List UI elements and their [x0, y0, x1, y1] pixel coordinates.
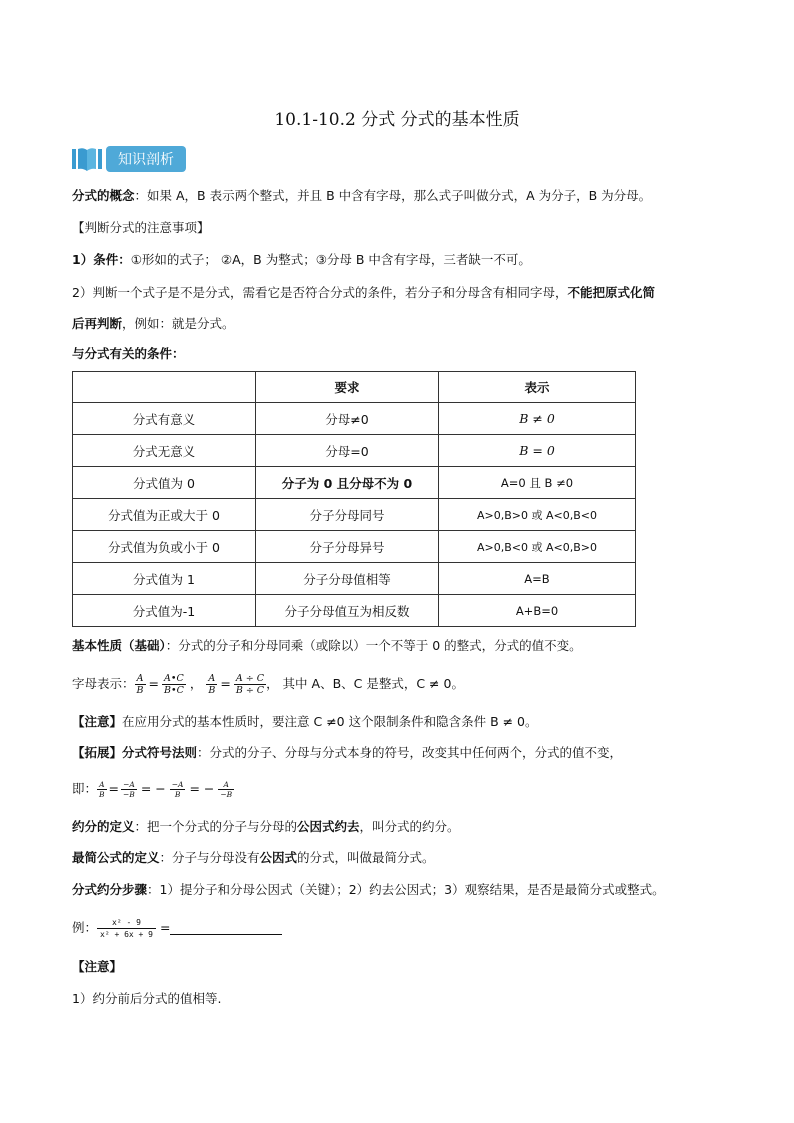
reduce-tail: ，叫分式的约分。 — [359, 819, 460, 834]
table-cell: A>0,B<0 或 A<0,B>0 — [439, 531, 636, 563]
table-cell: 分式无意义 — [73, 435, 256, 467]
table-cell: 分式值为负或小于 0 — [73, 531, 256, 563]
table-cell: 分子为 0 且分母不为 0 — [256, 467, 439, 499]
table-cell: 分子分母同号 — [256, 499, 439, 531]
item-1-text: ①形如的式子； ②A，B 为整式；③分母 B 中含有字母，三者缺一不可。 — [130, 252, 531, 267]
fraction: $\frac{-A}{-B}$ — [123, 779, 135, 799]
table-cell: 分母=0 — [256, 435, 439, 467]
table-header-cell: 表示 — [439, 372, 636, 403]
fraction: $\frac{A \div C}{B \div C}$ — [235, 672, 265, 696]
simplest-label: 最简公式的定义 — [72, 850, 160, 865]
book-icon — [72, 145, 102, 173]
judge-heading: 【判断分式的注意事项】 — [72, 220, 210, 235]
page-title: 10.1-10.2 分式 分式的基本性质 — [274, 110, 520, 130]
item-2-line2 — [72, 314, 732, 334]
note2-item: 1）约分前后分式的值相等. — [72, 991, 222, 1006]
sign-prefix: 即： — [72, 781, 98, 796]
simplest-bold: 公因式 — [259, 850, 298, 865]
extend-bold: 分式符号法则 — [122, 745, 198, 760]
item-2-bold: 不能把原式化简 — [567, 285, 655, 300]
table-row — [73, 531, 636, 563]
table-cell: B = 0 — [439, 435, 636, 467]
steps-label: 分式约分步骤 — [72, 882, 148, 897]
table-cell: A+B=0 — [439, 595, 636, 627]
table-cell: 分母≠0 — [256, 403, 439, 435]
reduce-bold: 公因式约去 — [297, 819, 360, 834]
fraction: $\frac{A}{B}$ — [208, 672, 216, 696]
table-row — [73, 435, 636, 467]
fraction: $\frac{A}{-B}$ — [220, 779, 233, 799]
conditions-table — [72, 371, 636, 627]
reduce-steps — [72, 880, 732, 900]
table-cell: 分式值为 1 — [73, 563, 256, 595]
sign-rule: 即： $\frac{A}{B}$ = $\frac{-A}{-B}$ = − $\frac{-A}{B}$ = − $\frac{A}{-B}$ — [72, 779, 233, 799]
reduce-label: 约分的定义 — [72, 819, 135, 834]
fraction: $\frac{A}{B}$ — [136, 672, 144, 696]
table-header-cell — [73, 372, 256, 403]
table-cell: 分式值为正或大于 0 — [73, 499, 256, 531]
table-cell: A=B — [439, 563, 636, 595]
fraction: $\frac{A}{B}$ — [99, 779, 105, 799]
table-header-row — [73, 372, 636, 403]
simplest-definition — [72, 848, 732, 868]
letter-representation: 字母表示： $\frac{A}{B}$ = $\frac{A•C}{B•C}$ ， $\frac{A}{B}$ = $\frac{A \div C}{B \div C}$ ， 其中 A、B、C 是整式，C ≠ 0。 — [72, 672, 464, 696]
example-prefix: 例： — [72, 920, 98, 935]
table-cell: 分子分母值相等 — [256, 563, 439, 595]
table-row — [73, 595, 636, 627]
table-cell: A>0,B>0 或 A<0,B<0 — [439, 499, 636, 531]
table-row — [73, 467, 636, 499]
item-2-line1 — [72, 283, 732, 303]
table-row — [73, 403, 636, 435]
concept-paragraph — [72, 186, 732, 206]
table-cell: 分子分母异号 — [256, 531, 439, 563]
item-2-line2-text: ，例如：就是分式。 — [122, 316, 235, 331]
fraction: $\frac{-A}{B}$ — [171, 779, 184, 799]
table-cell: B ≠ 0 — [439, 403, 636, 435]
reduce-text: ：把一个分式的分子与分母的 — [134, 819, 298, 834]
basic-property — [72, 636, 732, 656]
table-cell: 分子分母值互为相反数 — [256, 595, 439, 627]
table-row — [73, 499, 636, 531]
extend-paragraph — [72, 743, 732, 763]
answer-blank[interactable] — [170, 922, 282, 935]
section-badge-label: 知识剖析 — [106, 146, 186, 172]
table-row — [73, 563, 636, 595]
reduce-definition — [72, 817, 732, 837]
steps-text: ：1）提分子和分母公因式（关键）；2）约去公因式；3）观察结果，是否是最简分式或整式。 — [147, 882, 665, 897]
concept-text: ：如果 A，B 表示两个整式，并且 B 中含有字母，那么式子叫做分式，A 为分子，B 为分母。 — [134, 188, 652, 203]
item-2-text: 2）判断一个式子是不是分式，需看它是否符合分式的条件，若分子和分母含有相同字母， — [72, 285, 568, 300]
example-equals: = — [160, 920, 171, 935]
note-paragraph — [72, 712, 732, 732]
note-text: 在应用分式的基本性质时，要注意 C ≠0 这个限制条件和隐含条件 B ≠ 0。 — [122, 714, 538, 729]
simplest-tail: 的分式，叫做最简分式。 — [297, 850, 435, 865]
fraction: $\frac{A•C}{B•C}$ — [163, 672, 184, 696]
table-header-cell: 要求 — [256, 372, 439, 403]
table-cell: 分式值为-1 — [73, 595, 256, 627]
table-cell: 分式有意义 — [73, 403, 256, 435]
letters-prefix: 字母表示： — [72, 676, 135, 691]
letters-suffix: ， 其中 A、B、C 是整式，C ≠ 0。 — [266, 676, 464, 691]
item-1-label: 1）条件： — [72, 252, 131, 267]
table-cell: A=0 且 B ≠0 — [439, 467, 636, 499]
conditions-label: 与分式有关的条件： — [72, 346, 185, 361]
note2-heading: 【注意】 — [72, 959, 123, 974]
basic-property-text: ：分式的分子和分母同乘（或除以）一个不等于 0 的整式，分式的值不变。 — [165, 638, 582, 653]
note-label: 【注意】 — [72, 714, 123, 729]
concept-label: 分式的概念 — [72, 188, 135, 203]
section-badge — [72, 144, 186, 174]
example-fraction: $\frac{\text{x² - 9}}{\text{x² + 6x + 9}}$ — [97, 917, 156, 940]
item-1 — [72, 250, 732, 270]
table-cell: 分式值为 0 — [73, 467, 256, 499]
simplest-text: ：分子与分母没有 — [159, 850, 260, 865]
basic-property-label: 基本性质（基础） — [72, 638, 166, 653]
extend-text: ：分式的分子、分母与分式本身的符号，改变其中任何两个，分式的值不变， — [197, 745, 623, 760]
extend-label: 【拓展】 — [72, 745, 123, 760]
item-2-bold2: 后再判断 — [72, 316, 123, 331]
example — [72, 910, 732, 946]
